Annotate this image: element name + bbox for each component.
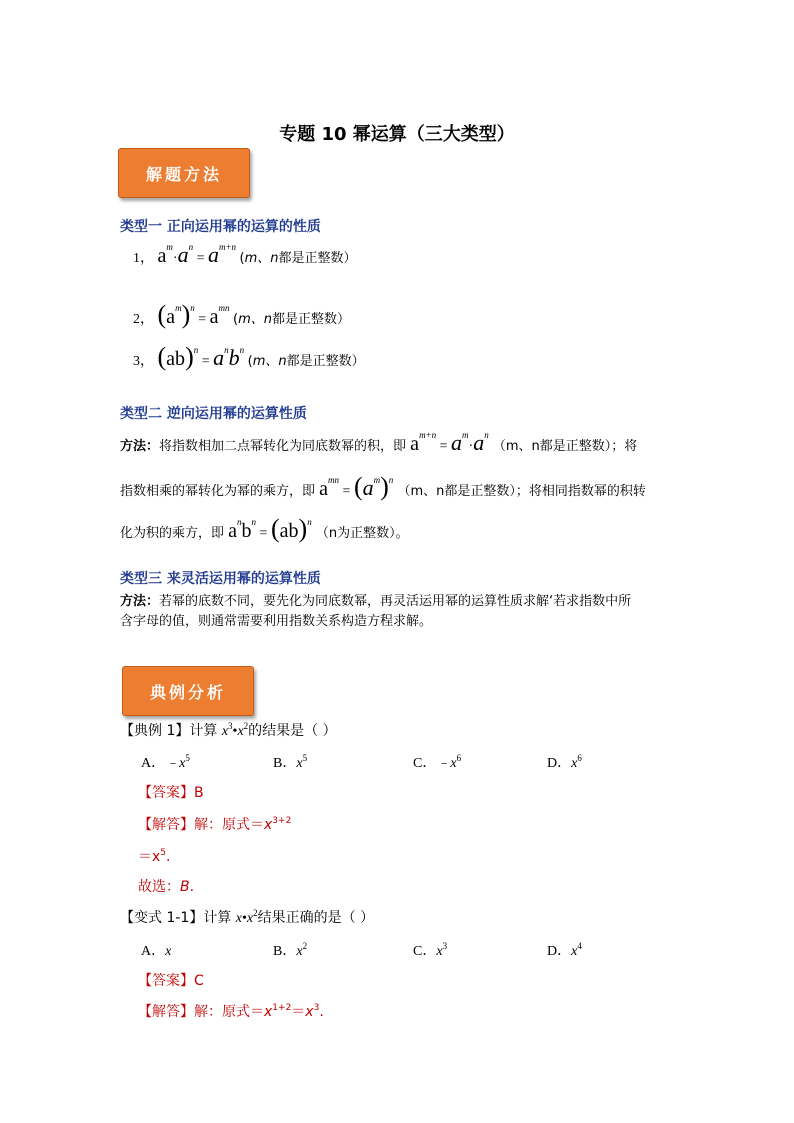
variant1-answer: 【答案】C [138,973,204,989]
type3-line2: 含字母的值，则通常需要利用指数关系构造方程求解。 [120,614,433,629]
example1-option-b: B．$x^5$ [273,753,308,771]
type3-line1: 方法：若幂的底数不同，要先化为同底数幂，再灵活运用幂的运算性质求解‘若求指数中所 [120,594,632,609]
variant1-solution: 【解答】解：原式$=x^{1+2}=x^3$. [138,1003,324,1020]
section-badge-examples: 典例分析 [122,666,254,716]
type2-heading: 类型二 逆向运用幂的运算性质 [120,406,307,422]
example1-option-d: D．$x^6$ [547,753,582,771]
variant1-option-a: A．x [141,944,172,959]
type2-line2: 指数相乘的幂转化为幂的乘方，即 $a^{mn} = (a^m)^n$ （m、n都是正整数）；将相同指数幂的积转 [120,472,646,501]
variant1-stem: 【变式 1-1】计算 $x•x^2$结果正确的是（ ） [120,908,375,926]
formula-1: 1， $a^m\cdot a^n = a^{m+n}$ (m、n都是正整数） [133,242,357,267]
variant1-option-c: C．$x^3$ [413,941,448,959]
example1-answer: 【答案】B [138,785,204,801]
type2-line1: 方法：将指数相加二点幂转化为同底数幂的积，即 $a^{m+n} = a^m\cdot a^n$ （m、n都是正整数）；将 [120,430,638,455]
variant1-option-d: D．$x^4$ [547,941,582,959]
example1-solution: 【解答】解：原式$=x^{3+2}$ [138,816,292,833]
page-title: 专题 10 幂运算（三大类型） [279,124,515,145]
type3-heading: 类型三 来灵活运用幂的运算性质 [120,571,321,587]
example1-option-c: C．$﹣x^6$ [413,753,462,771]
type1-heading: 类型一 正向运用幂的运算的性质 [120,219,321,235]
example1-option-a: A．$﹣x^5$ [141,753,190,771]
formula-3: 3， $(ab)^n = a^nb^n$ (m、n都是正整数） [133,342,365,371]
formula-2: 2， $(a^m)^n = a^{mn}$ (m、n都是正整数） [133,300,351,329]
example1-stem: 【典例 1】计算 $x^3•x^2$的结果是（ ） [120,721,337,739]
example1-conclusion: 故选：B. [138,879,195,895]
section-badge-methods: 解题方法 [118,148,250,198]
variant1-option-b: B．$x^2$ [273,941,308,959]
example1-solution-line2: $=x^5$. [138,848,171,865]
type2-line3: 化为积的乘方，即 $a^nb^n = (ab)^n$ （n为正整数）。 [120,514,409,543]
